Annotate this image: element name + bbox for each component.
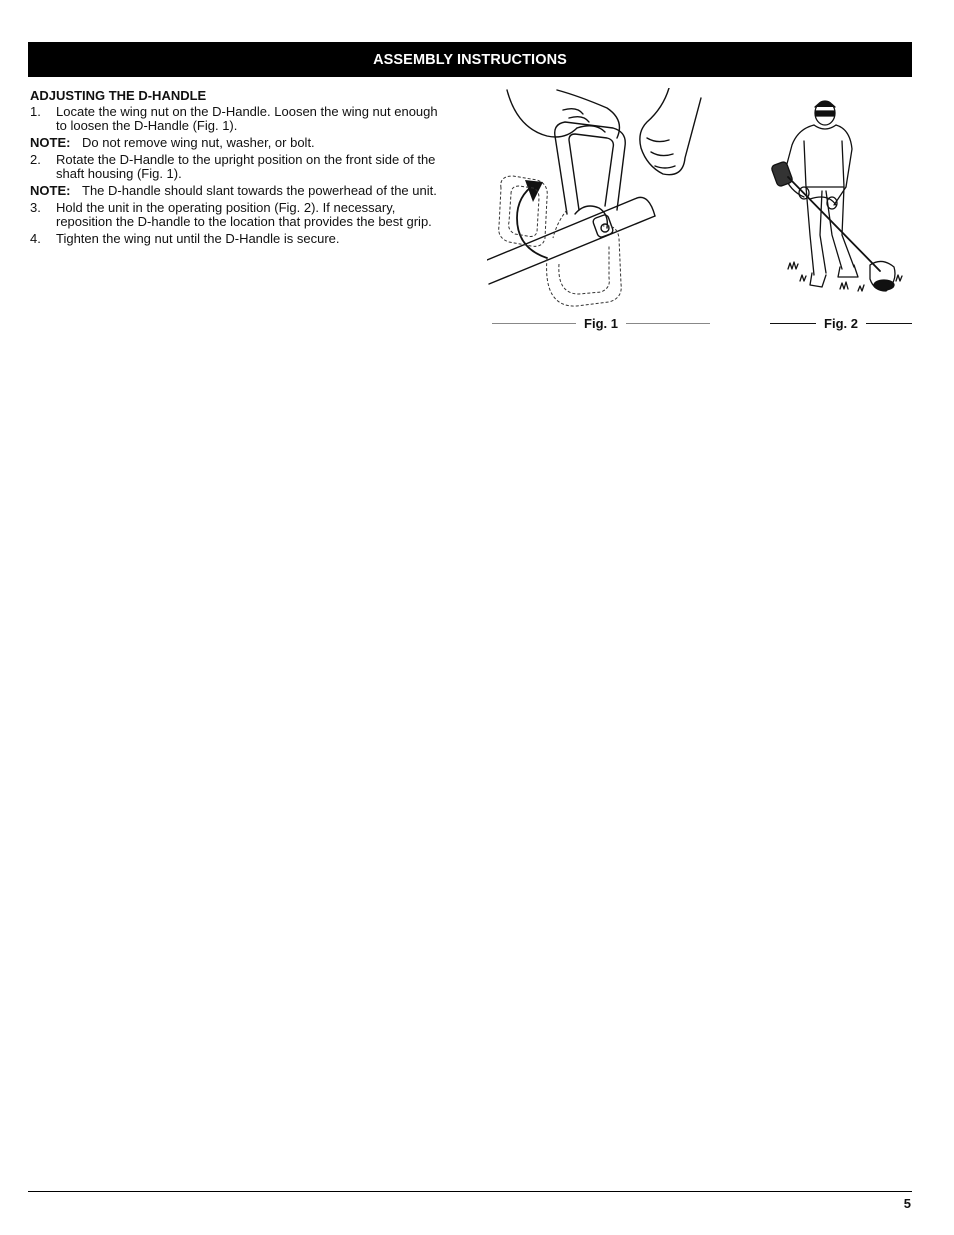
step-text: Rotate the D-Handle to the upright position on the front side of the shaft housing (Fig. 1). [56, 152, 436, 181]
note-label: NOTE: [30, 135, 71, 150]
step-text: Locate the wing nut on the D-Handle. Loosen the wing nut enough to loosen the D-Handle (Fig. 1). [56, 104, 438, 133]
step-number: 4. [30, 231, 41, 246]
note-text: Do not remove wing nut, washer, or bolt. [82, 135, 315, 150]
caption-text: Fig. 1 [584, 316, 618, 331]
caption-rule [770, 323, 816, 324]
figure-1-caption [492, 316, 710, 331]
instructions-content [30, 89, 448, 249]
step-4 [30, 232, 448, 246]
note-1 [30, 136, 448, 150]
caption-rule [492, 323, 576, 324]
step-3 [30, 201, 448, 229]
step-text: Tighten the wing nut until the D-Handle is secure. [56, 231, 340, 246]
step-number: 2. [30, 152, 41, 167]
step-2 [30, 153, 448, 181]
step-text: Hold the unit in the operating position (Fig. 2). If necessary, reposition the D-handle to the location that provides the best grip. [56, 200, 432, 229]
d-handle-adjustment-illustration [487, 88, 719, 312]
caption-rule [866, 323, 912, 324]
page-number: 5 [903, 1196, 911, 1211]
note-text: The D-handle should slant towards the powerhead of the unit. [82, 183, 437, 198]
caption-text: Fig. 2 [824, 316, 858, 331]
footer-rule [28, 1191, 912, 1192]
subsection-title: ADJUSTING THE D-HANDLE [30, 88, 207, 103]
step-1 [30, 105, 448, 133]
operator-holding-trimmer-illustration [770, 95, 910, 300]
note-2 [30, 184, 448, 198]
section-header-bar [28, 42, 912, 77]
note-label: NOTE: [30, 183, 71, 198]
caption-rule [626, 323, 710, 324]
figure-2-caption [770, 316, 912, 331]
step-number: 3. [30, 200, 41, 215]
step-number: 1. [30, 104, 41, 119]
section-header-title: ASSEMBLY INSTRUCTIONS [373, 51, 567, 68]
